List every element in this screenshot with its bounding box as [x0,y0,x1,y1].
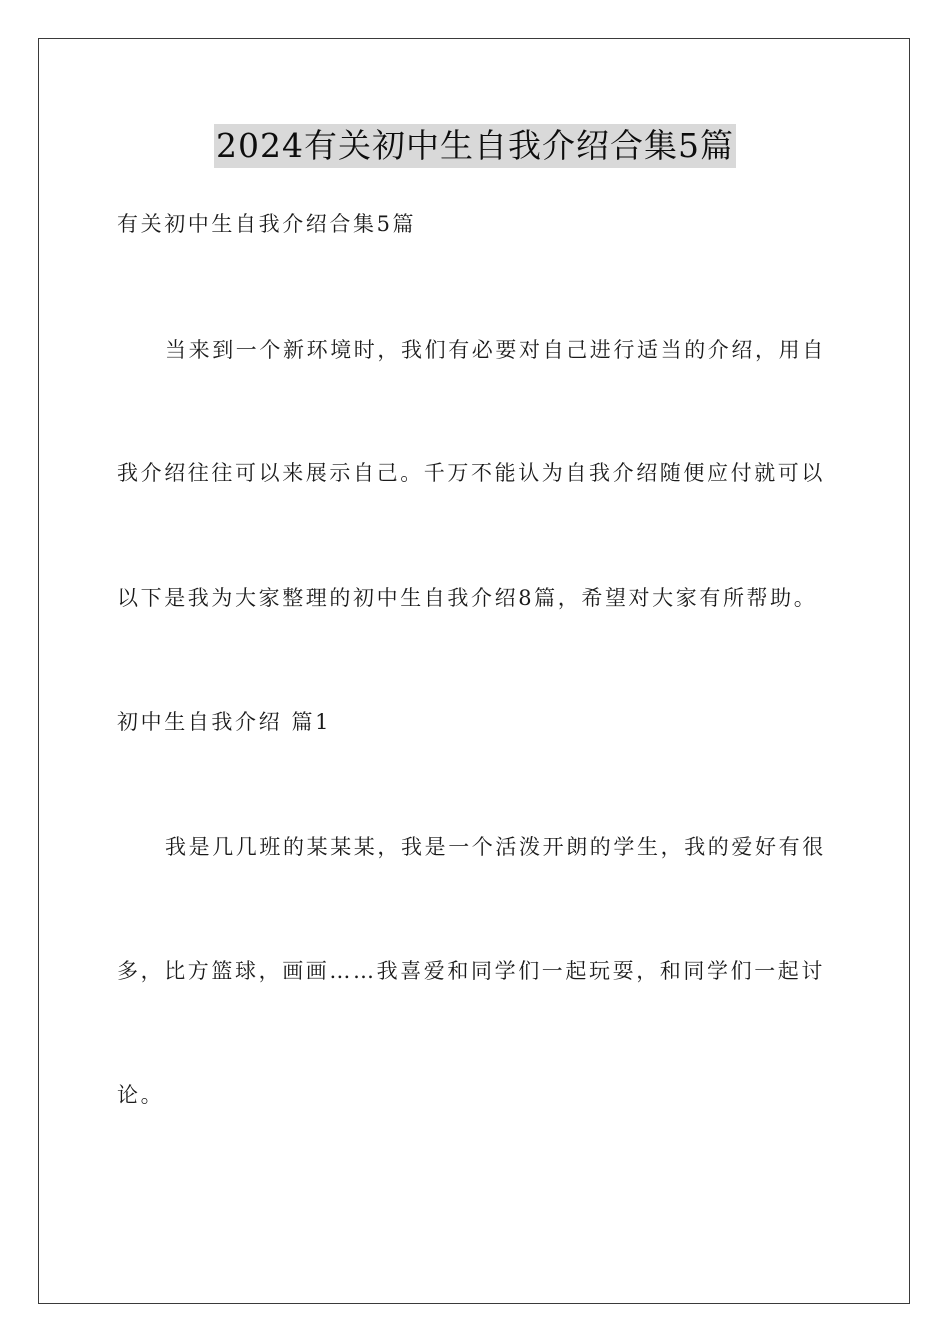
paragraph-line: 当来到一个新环境时，我们有必要对自己进行适当的介绍，用自 [165,338,826,362]
paragraph-line: 以下是我为大家整理的初中生自我介绍8篇，希望对大家有所帮助。 [117,586,818,610]
paragraph-line: 我是几几班的某某某，我是一个活泼开朗的学生，我的爱好有很 [165,835,826,859]
section-heading: 初中生自我介绍 篇1 [117,710,332,734]
document-title: 2024有关初中生自我介绍合集5篇 [214,124,736,168]
paragraph-line: 多，比方篮球，画画……我喜爱和同学们一起玩耍，和同学们一起讨 [117,959,825,983]
title-container [0,124,950,168]
subtitle-line: 有关初中生自我介绍合集5篇 [117,212,417,236]
paragraph-line: 我介绍往往可以来展示自己。千万不能认为自我介绍随便应付就可以 [117,461,825,485]
paragraph-line: 论。 [117,1083,165,1107]
